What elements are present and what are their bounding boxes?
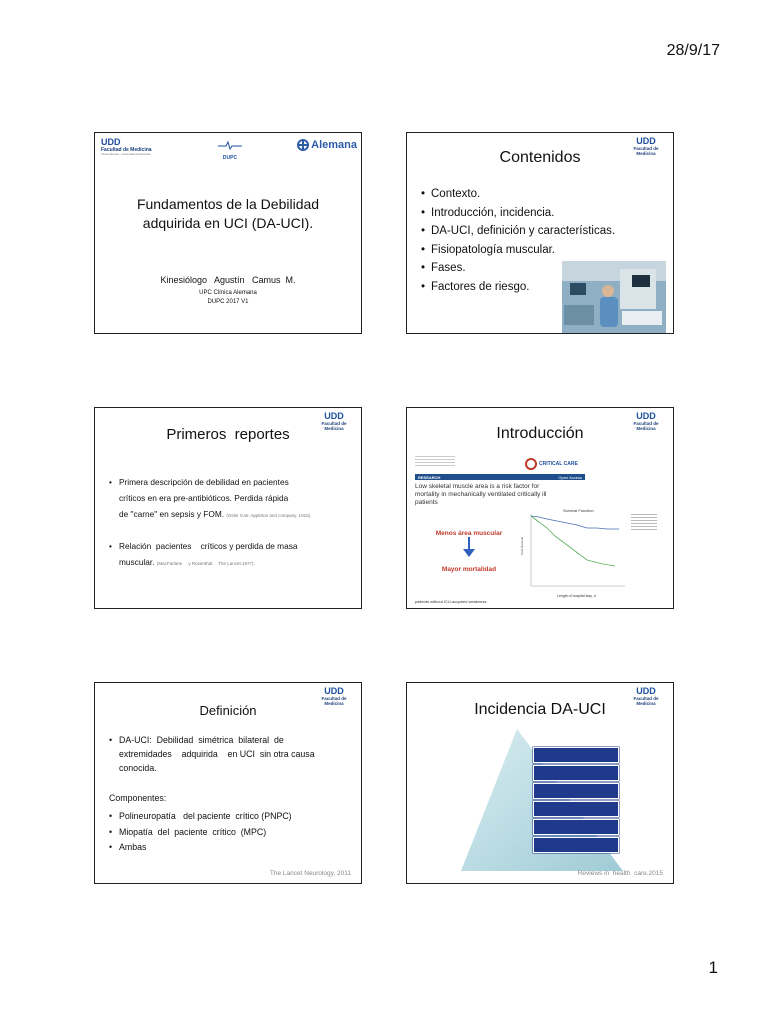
report-line: • Primera descripción de debilidad en pacientes bbox=[119, 477, 289, 487]
alemana-logo-text: Alemana bbox=[311, 139, 357, 151]
arrow-down-icon bbox=[463, 537, 475, 557]
incidence-bar bbox=[533, 837, 619, 853]
definition-line: • DA-UCI: Debilidad simétrica bilateral de bbox=[119, 735, 284, 745]
chart-title: Survival Function bbox=[563, 508, 594, 513]
udd-logo-mark: UDD bbox=[636, 686, 656, 696]
paper-title: Low skeletal muscle area is a risk factor for mortality in mechanically ventilated critically ill patients bbox=[415, 483, 547, 506]
report-item bbox=[109, 538, 353, 572]
udd-logo-mark: UDD bbox=[101, 137, 121, 147]
survival-chart bbox=[519, 508, 659, 600]
contents-item: • Introducción, incidencia. bbox=[421, 204, 615, 223]
paper-excerpt bbox=[415, 456, 661, 606]
heartbeat-icon bbox=[218, 140, 242, 150]
alemana-logo bbox=[297, 139, 357, 151]
slide3-title: Primeros reportes bbox=[166, 426, 290, 443]
alemana-cross-icon bbox=[297, 139, 309, 151]
components-list bbox=[109, 809, 292, 856]
slide6-title: Incidencia DA-UCI bbox=[474, 701, 606, 718]
definition-line: conocida. bbox=[119, 763, 157, 773]
udd-logo-subtitle: Facultad de Medicina bbox=[633, 696, 659, 706]
report-line: de "carne" en sepsis y FOM. bbox=[119, 509, 225, 519]
survival-curves bbox=[529, 514, 629, 594]
dupc-logo-text: DUPC bbox=[222, 155, 238, 161]
report-citation: (Osler S.W. Appleton and company. 1915). bbox=[226, 513, 312, 518]
slide-incidence bbox=[406, 682, 674, 884]
slide1-title-line1: Fundamentos de la Debilidad bbox=[136, 196, 320, 212]
contents-item: • Fisiopatología muscular. bbox=[421, 241, 615, 260]
component-item: • Miopatía del paciente crítico (MPC) bbox=[109, 825, 292, 841]
report-line: muscular. bbox=[119, 557, 155, 567]
udd-logo-mark: UDD bbox=[636, 411, 656, 421]
slide-contents bbox=[406, 132, 674, 334]
slide-title bbox=[94, 132, 362, 334]
udd-logo-subtitle: Facultad de Medicina bbox=[633, 421, 659, 431]
arrow-annotation bbox=[429, 530, 509, 573]
udd-logo-mark: UDD bbox=[636, 136, 656, 146]
component-item: • Ambas bbox=[109, 840, 292, 856]
udd-logo bbox=[101, 137, 161, 156]
udd-logo-subtitle: Facultad de Medicina bbox=[633, 146, 659, 156]
slide4-title: Introducción bbox=[496, 425, 584, 442]
udd-logo-subtitle: Facultad de Medicina bbox=[101, 147, 152, 153]
udd-logo-subtitle: Facultad de Medicina bbox=[321, 696, 347, 706]
arrow-top-label: Menos área muscular bbox=[435, 530, 503, 537]
contents-item: • DA-UCI, definición y características. bbox=[421, 222, 615, 241]
report-citation: (MacFarlane y Rosenthal. The Lancet.1977). bbox=[156, 561, 255, 566]
icu-photo bbox=[562, 261, 666, 333]
page-date: 28/9/17 bbox=[666, 42, 720, 59]
udd-logo-subtitle: Facultad de Medicina bbox=[321, 421, 347, 431]
incidence-bar bbox=[533, 819, 619, 835]
journal-name: CRITICAL CARE bbox=[539, 461, 578, 467]
component-item: • Polineuropatía del paciente crítico (PNPC) bbox=[109, 809, 292, 825]
udd-logo-mark: UDD bbox=[324, 411, 344, 421]
incidence-bar bbox=[533, 783, 619, 799]
udd-logo-subtitle2: Clínica Alemana · Universidad del Desarrollo bbox=[101, 153, 151, 156]
report-item bbox=[109, 474, 353, 524]
research-label: RESEARCH bbox=[418, 474, 441, 480]
incidence-bar bbox=[533, 765, 619, 781]
chart-xlabel: Length of hospital stay, d bbox=[557, 594, 596, 598]
page-number: 1 bbox=[708, 958, 718, 977]
components-label: Componentes: bbox=[109, 793, 167, 803]
slide-introduction bbox=[406, 407, 674, 609]
arrow-bottom-label: Mayor mortalidad bbox=[441, 566, 497, 573]
dupc-logo bbox=[215, 137, 245, 161]
slide1-org1: UPC Clínica Alemana bbox=[199, 290, 257, 296]
contents-item: • Contexto. bbox=[421, 185, 615, 204]
definition-item bbox=[109, 733, 353, 775]
contents-item: • Factores de riesgo. bbox=[421, 278, 615, 297]
incidence-source: Reviews in health care.2015 bbox=[577, 870, 663, 877]
definition-source: The Lancet Neurology, 2011 bbox=[269, 870, 351, 877]
slide1-title-line2: adquirida en UCI (DA-UCI). bbox=[142, 215, 314, 231]
slide2-title: Contenidos bbox=[499, 149, 581, 166]
slide1-org2: DUPC 2017 V1 bbox=[207, 299, 249, 305]
slide1-title bbox=[95, 195, 361, 233]
report-line: • Relación pacientes críticos y perdida de masa bbox=[119, 541, 298, 551]
slide-definition bbox=[94, 682, 362, 884]
incidence-bar bbox=[533, 747, 619, 763]
slide1-author: Kinesiólogo Agustín Camus M. bbox=[160, 275, 296, 285]
slide-first-reports bbox=[94, 407, 362, 609]
reports-list bbox=[109, 474, 353, 572]
contents-item: • Fases. bbox=[421, 259, 615, 278]
incidence-bar bbox=[533, 801, 619, 817]
chart-ylabel: Cum Survival bbox=[519, 537, 524, 555]
definition-list bbox=[109, 733, 353, 775]
udd-logo-mark: UDD bbox=[324, 686, 344, 696]
journal-logo bbox=[525, 458, 578, 470]
definition-line: extremidades adquirida en UCI sin otra causa bbox=[119, 749, 315, 759]
slide5-title: Definición bbox=[199, 703, 257, 718]
open-access-label: Open Access bbox=[558, 474, 582, 480]
report-line: críticos en era pre-antibióticos. Perdida rápida bbox=[119, 493, 289, 503]
paper-footer-text: patients without ICU-acquired weakness. bbox=[415, 599, 488, 604]
